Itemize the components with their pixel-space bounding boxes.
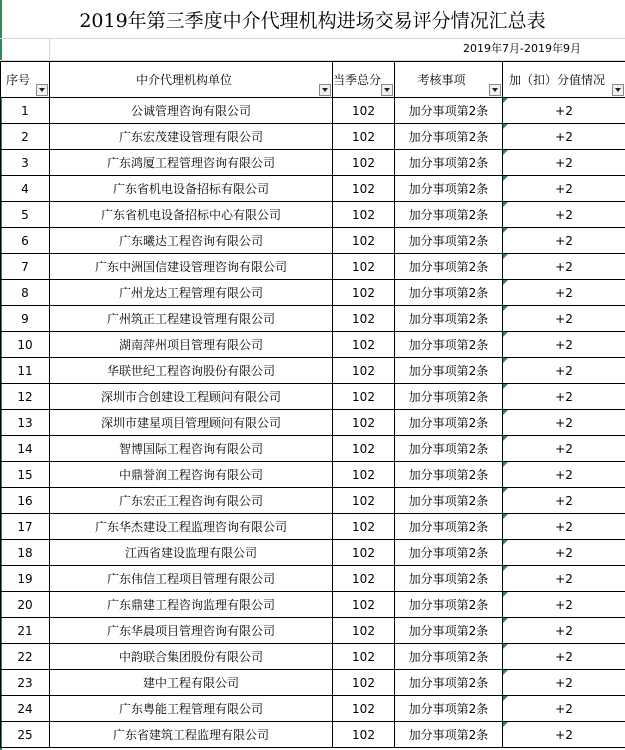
green-triangle-indicator <box>503 124 508 129</box>
row-score-cell[interactable]: 102 <box>333 722 395 748</box>
period-row <box>0 38 625 61</box>
row-no-cell[interactable]: 1 <box>1 98 50 124</box>
row-item-cell[interactable]: 加分事项第2条 <box>395 644 503 670</box>
row-name-cell[interactable]: 广东宏茂建设管理有限公司 <box>50 124 333 150</box>
delta-value: +2 <box>555 181 573 196</box>
table-row <box>1 514 625 540</box>
row-item-cell[interactable]: 加分事项第2条 <box>395 384 503 410</box>
row-name-cell[interactable]: 广东省建筑工程监理有限公司 <box>50 722 333 748</box>
row-item-cell[interactable]: 加分事项第2条 <box>395 592 503 618</box>
green-triangle-indicator <box>503 202 508 207</box>
green-triangle-indicator <box>503 306 508 311</box>
row-score-cell[interactable]: 102 <box>333 514 395 540</box>
row-no-cell[interactable]: 13 <box>1 410 50 436</box>
row-delta-cell[interactable] <box>503 436 625 462</box>
row-item-cell[interactable]: 加分事项第2条 <box>395 696 503 722</box>
delta-value: +2 <box>555 467 573 482</box>
row-delta-cell[interactable] <box>503 722 625 748</box>
table-row <box>1 618 625 644</box>
delta-value: +2 <box>555 233 573 248</box>
header-no[interactable] <box>1 62 50 98</box>
delta-value: +2 <box>555 701 573 716</box>
delta-value: +2 <box>555 493 573 508</box>
row-score-cell[interactable]: 102 <box>333 410 395 436</box>
row-item-cell[interactable]: 加分事项第2条 <box>395 150 503 176</box>
delta-value: +2 <box>555 727 573 742</box>
green-triangle-indicator <box>503 644 508 649</box>
delta-value: +2 <box>555 285 573 300</box>
row-delta-cell[interactable] <box>503 98 625 124</box>
row-delta-cell[interactable] <box>503 332 625 358</box>
green-triangle-indicator <box>503 410 508 415</box>
row-name-cell[interactable]: 广东省机电设备招标有限公司 <box>50 176 333 202</box>
header-delta[interactable] <box>503 62 625 98</box>
row-score-cell[interactable]: 102 <box>333 280 395 306</box>
row-name-cell[interactable]: 广东鸿厦工程管理咨询有限公司 <box>50 150 333 176</box>
row-name-cell[interactable]: 广东华杰建设工程监理咨询有限公司 <box>50 514 333 540</box>
row-name-cell[interactable]: 广州龙达工程管理有限公司 <box>50 280 333 306</box>
row-item-cell[interactable]: 加分事项第2条 <box>395 514 503 540</box>
row-score-cell[interactable]: 102 <box>333 488 395 514</box>
header-name-label: 中介代理机构单位 <box>135 73 232 87</box>
delta-value: +2 <box>555 103 573 118</box>
row-name-cell[interactable]: 广东宏正工程咨询有限公司 <box>50 488 333 514</box>
row-score-cell[interactable]: 102 <box>333 618 395 644</box>
filter-dropdown-icon[interactable] <box>319 84 331 96</box>
table-row <box>1 176 625 202</box>
green-triangle-indicator <box>503 332 508 337</box>
row-item-cell[interactable]: 加分事项第2条 <box>395 358 503 384</box>
row-item-cell[interactable]: 加分事项第2条 <box>395 254 503 280</box>
row-name-cell[interactable]: 广东伟信工程项目管理有限公司 <box>50 566 333 592</box>
green-triangle-indicator <box>503 488 508 493</box>
green-triangle-indicator <box>503 514 508 519</box>
header-delta-label: 加（扣）分值情况 <box>508 73 605 87</box>
row-item-cell[interactable]: 加分事项第2条 <box>395 488 503 514</box>
row-name-cell[interactable]: 深圳市建星项目管理顾问有限公司 <box>50 410 333 436</box>
row-item-cell[interactable]: 加分事项第2条 <box>395 306 503 332</box>
row-no-cell[interactable]: 4 <box>1 176 50 202</box>
row-item-cell[interactable]: 加分事项第2条 <box>395 202 503 228</box>
filter-dropdown-icon[interactable] <box>36 84 48 96</box>
row-score-cell[interactable]: 102 <box>333 540 395 566</box>
green-triangle-indicator <box>503 358 508 363</box>
row-no-cell[interactable]: 19 <box>1 566 50 592</box>
row-name-cell[interactable]: 广东省机电设备招标中心有限公司 <box>50 202 333 228</box>
table-row <box>1 644 625 670</box>
table-row <box>1 254 625 280</box>
header-item-label: 考核事项 <box>417 73 466 87</box>
header-item[interactable] <box>395 62 503 98</box>
header-name[interactable] <box>50 62 333 98</box>
row-item-cell[interactable]: 加分事项第2条 <box>395 410 503 436</box>
delta-value: +2 <box>555 675 573 690</box>
row-score-cell[interactable]: 102 <box>333 644 395 670</box>
row-no-cell[interactable]: 15 <box>1 462 50 488</box>
delta-value: +2 <box>555 363 573 378</box>
row-name-cell[interactable]: 广东粤能工程管理有限公司 <box>50 696 333 722</box>
row-score-cell[interactable]: 102 <box>333 228 395 254</box>
delta-value: +2 <box>555 441 573 456</box>
row-no-cell[interactable]: 14 <box>1 436 50 462</box>
row-item-cell[interactable]: 加分事项第2条 <box>395 436 503 462</box>
green-triangle-indicator <box>503 696 508 701</box>
header-row <box>1 62 625 98</box>
row-score-cell[interactable]: 102 <box>333 696 395 722</box>
row-item-cell[interactable]: 加分事项第2条 <box>395 540 503 566</box>
row-score-cell[interactable]: 102 <box>333 436 395 462</box>
row-item-cell[interactable]: 加分事项第2条 <box>395 124 503 150</box>
filter-dropdown-icon[interactable] <box>612 84 624 96</box>
row-name-cell[interactable]: 深圳市合创建设工程顾问有限公司 <box>50 384 333 410</box>
table-row <box>1 592 625 618</box>
green-triangle-indicator <box>503 228 508 233</box>
row-score-cell[interactable]: 102 <box>333 306 395 332</box>
row-no-cell[interactable]: 3 <box>1 150 50 176</box>
row-score-cell[interactable]: 102 <box>333 358 395 384</box>
row-item-cell[interactable]: 加分事项第2条 <box>395 670 503 696</box>
row-name-cell[interactable]: 湖南萍州项目管理有限公司 <box>50 332 333 358</box>
table-row <box>1 670 625 696</box>
row-delta-cell[interactable] <box>503 540 625 566</box>
table-row <box>1 436 625 462</box>
row-no-cell[interactable]: 25 <box>1 722 50 748</box>
row-no-cell[interactable]: 21 <box>1 618 50 644</box>
row-delta-cell[interactable] <box>503 514 625 540</box>
row-delta-cell[interactable] <box>503 228 625 254</box>
table-row <box>1 462 625 488</box>
row-delta-cell[interactable] <box>503 410 625 436</box>
table-row <box>1 98 625 124</box>
row-score-cell[interactable]: 102 <box>333 150 395 176</box>
row-name-cell[interactable]: 江西省建设监理有限公司 <box>50 540 333 566</box>
row-delta-cell[interactable] <box>503 306 625 332</box>
period-text[interactable]: 2019年7月-2019年9月 <box>463 42 581 55</box>
row-name-cell[interactable]: 广东华晨项目管理咨询有限公司 <box>50 618 333 644</box>
table-body <box>1 98 625 748</box>
row-score-cell[interactable]: 102 <box>333 384 395 410</box>
row-delta-cell[interactable] <box>503 462 625 488</box>
green-triangle-indicator <box>503 722 508 727</box>
row-item-cell[interactable]: 加分事项第2条 <box>395 228 503 254</box>
row-no-cell[interactable]: 8 <box>1 280 50 306</box>
row-name-cell[interactable]: 建中工程有限公司 <box>50 670 333 696</box>
row-score-cell[interactable]: 102 <box>333 176 395 202</box>
row-no-cell[interactable]: 6 <box>1 228 50 254</box>
row-name-cell[interactable]: 智博国际工程咨询有限公司 <box>50 436 333 462</box>
row-name-cell[interactable]: 公诚管理咨询有限公司 <box>50 98 333 124</box>
table-row <box>1 410 625 436</box>
row-no-cell[interactable]: 5 <box>1 202 50 228</box>
green-triangle-indicator <box>503 566 508 571</box>
table-row <box>1 540 625 566</box>
green-triangle-indicator <box>503 176 508 181</box>
row-no-cell[interactable]: 9 <box>1 306 50 332</box>
table-row <box>1 722 625 748</box>
row-no-cell[interactable]: 17 <box>1 514 50 540</box>
table-row <box>1 358 625 384</box>
delta-value: +2 <box>555 311 573 326</box>
row-score-cell[interactable]: 102 <box>333 124 395 150</box>
green-triangle-indicator <box>503 462 508 467</box>
green-triangle-indicator <box>503 98 508 103</box>
filter-dropdown-icon[interactable] <box>489 84 501 96</box>
row-name-cell[interactable]: 中韵联合集团股份有限公司 <box>50 644 333 670</box>
green-triangle-indicator <box>503 280 508 285</box>
table-row <box>1 332 625 358</box>
table-row <box>1 384 625 410</box>
green-triangle-indicator <box>503 436 508 441</box>
row-delta-cell[interactable] <box>503 124 625 150</box>
row-no-cell[interactable]: 7 <box>1 254 50 280</box>
header-no-label: 序号 <box>5 73 30 87</box>
row-name-cell[interactable]: 广东中洲国信建设管理咨询有限公司 <box>50 254 333 280</box>
header-score[interactable] <box>333 62 395 98</box>
row-no-cell[interactable]: 23 <box>1 670 50 696</box>
row-item-cell[interactable]: 加分事项第2条 <box>395 462 503 488</box>
green-triangle-indicator <box>503 150 508 155</box>
delta-value: +2 <box>555 415 573 430</box>
delta-value: +2 <box>555 545 573 560</box>
row-item-cell[interactable]: 加分事项第2条 <box>395 618 503 644</box>
table-row <box>1 566 625 592</box>
green-triangle-indicator <box>503 254 508 259</box>
table-row <box>1 306 625 332</box>
row-name-cell[interactable]: 广东鼎建工程咨询监理有限公司 <box>50 592 333 618</box>
row-score-cell[interactable]: 102 <box>333 592 395 618</box>
row-item-cell[interactable]: 加分事项第2条 <box>395 722 503 748</box>
delta-value: +2 <box>555 207 573 222</box>
delta-value: +2 <box>555 259 573 274</box>
row-delta-cell[interactable] <box>503 696 625 722</box>
table-row <box>1 202 625 228</box>
filter-dropdown-icon[interactable] <box>381 84 393 96</box>
row-name-cell[interactable]: 广东曦达工程咨询有限公司 <box>50 228 333 254</box>
row-score-cell[interactable]: 102 <box>333 332 395 358</box>
table-row <box>1 150 625 176</box>
delta-value: +2 <box>555 337 573 352</box>
green-triangle-indicator <box>503 618 508 623</box>
table-row <box>1 228 625 254</box>
row-delta-cell[interactable] <box>503 202 625 228</box>
table-row <box>1 488 625 514</box>
row-no-cell[interactable]: 18 <box>1 540 50 566</box>
row-no-cell[interactable]: 22 <box>1 644 50 670</box>
green-triangle-indicator <box>503 540 508 545</box>
row-delta-cell[interactable] <box>503 384 625 410</box>
green-triangle-indicator <box>503 670 508 675</box>
row-no-cell[interactable]: 20 <box>1 592 50 618</box>
row-name-cell[interactable]: 中鼎誉润工程咨询有限公司 <box>50 462 333 488</box>
row-score-cell[interactable]: 102 <box>333 566 395 592</box>
row-delta-cell[interactable] <box>503 358 625 384</box>
period-empty-cell[interactable] <box>0 38 50 60</box>
delta-value: +2 <box>555 155 573 170</box>
row-no-cell[interactable]: 2 <box>1 124 50 150</box>
row-no-cell[interactable]: 12 <box>1 384 50 410</box>
table-row <box>1 696 625 722</box>
row-delta-cell[interactable] <box>503 644 625 670</box>
table-row <box>1 280 625 306</box>
delta-value: +2 <box>555 649 573 664</box>
row-score-cell[interactable]: 102 <box>333 670 395 696</box>
row-no-cell[interactable]: 24 <box>1 696 50 722</box>
row-delta-cell[interactable] <box>503 254 625 280</box>
sheet-title[interactable]: 2019年第三季度中介代理机构进场交易评分情况汇总表 <box>0 0 625 39</box>
delta-value: +2 <box>555 571 573 586</box>
row-score-cell[interactable]: 102 <box>333 202 395 228</box>
green-triangle-indicator <box>503 592 508 597</box>
delta-value: +2 <box>555 597 573 612</box>
row-item-cell[interactable]: 加分事项第2条 <box>395 176 503 202</box>
row-delta-cell[interactable] <box>503 566 625 592</box>
delta-value: +2 <box>555 129 573 144</box>
green-triangle-indicator <box>503 384 508 389</box>
row-delta-cell[interactable] <box>503 618 625 644</box>
data-table <box>0 61 625 748</box>
row-delta-cell[interactable] <box>503 280 625 306</box>
row-delta-cell[interactable] <box>503 670 625 696</box>
row-name-cell[interactable]: 华联世纪工程咨询股份有限公司 <box>50 358 333 384</box>
row-delta-cell[interactable] <box>503 150 625 176</box>
row-delta-cell[interactable] <box>503 488 625 514</box>
table-row <box>1 124 625 150</box>
row-name-cell[interactable]: 广州筑正工程建设管理有限公司 <box>50 306 333 332</box>
row-score-cell[interactable]: 102 <box>333 254 395 280</box>
row-delta-cell[interactable] <box>503 176 625 202</box>
row-item-cell[interactable]: 加分事项第2条 <box>395 566 503 592</box>
row-score-cell[interactable]: 102 <box>333 98 395 124</box>
row-item-cell[interactable]: 加分事项第2条 <box>395 332 503 358</box>
delta-value: +2 <box>555 519 573 534</box>
row-delta-cell[interactable] <box>503 592 625 618</box>
delta-value: +2 <box>555 623 573 638</box>
row-item-cell[interactable]: 加分事项第2条 <box>395 98 503 124</box>
row-no-cell[interactable]: 10 <box>1 332 50 358</box>
row-no-cell[interactable]: 16 <box>1 488 50 514</box>
delta-value: +2 <box>555 389 573 404</box>
row-item-cell[interactable]: 加分事项第2条 <box>395 280 503 306</box>
row-no-cell[interactable]: 11 <box>1 358 50 384</box>
row-score-cell[interactable]: 102 <box>333 462 395 488</box>
header-score-label: 当季总分 <box>333 73 382 87</box>
